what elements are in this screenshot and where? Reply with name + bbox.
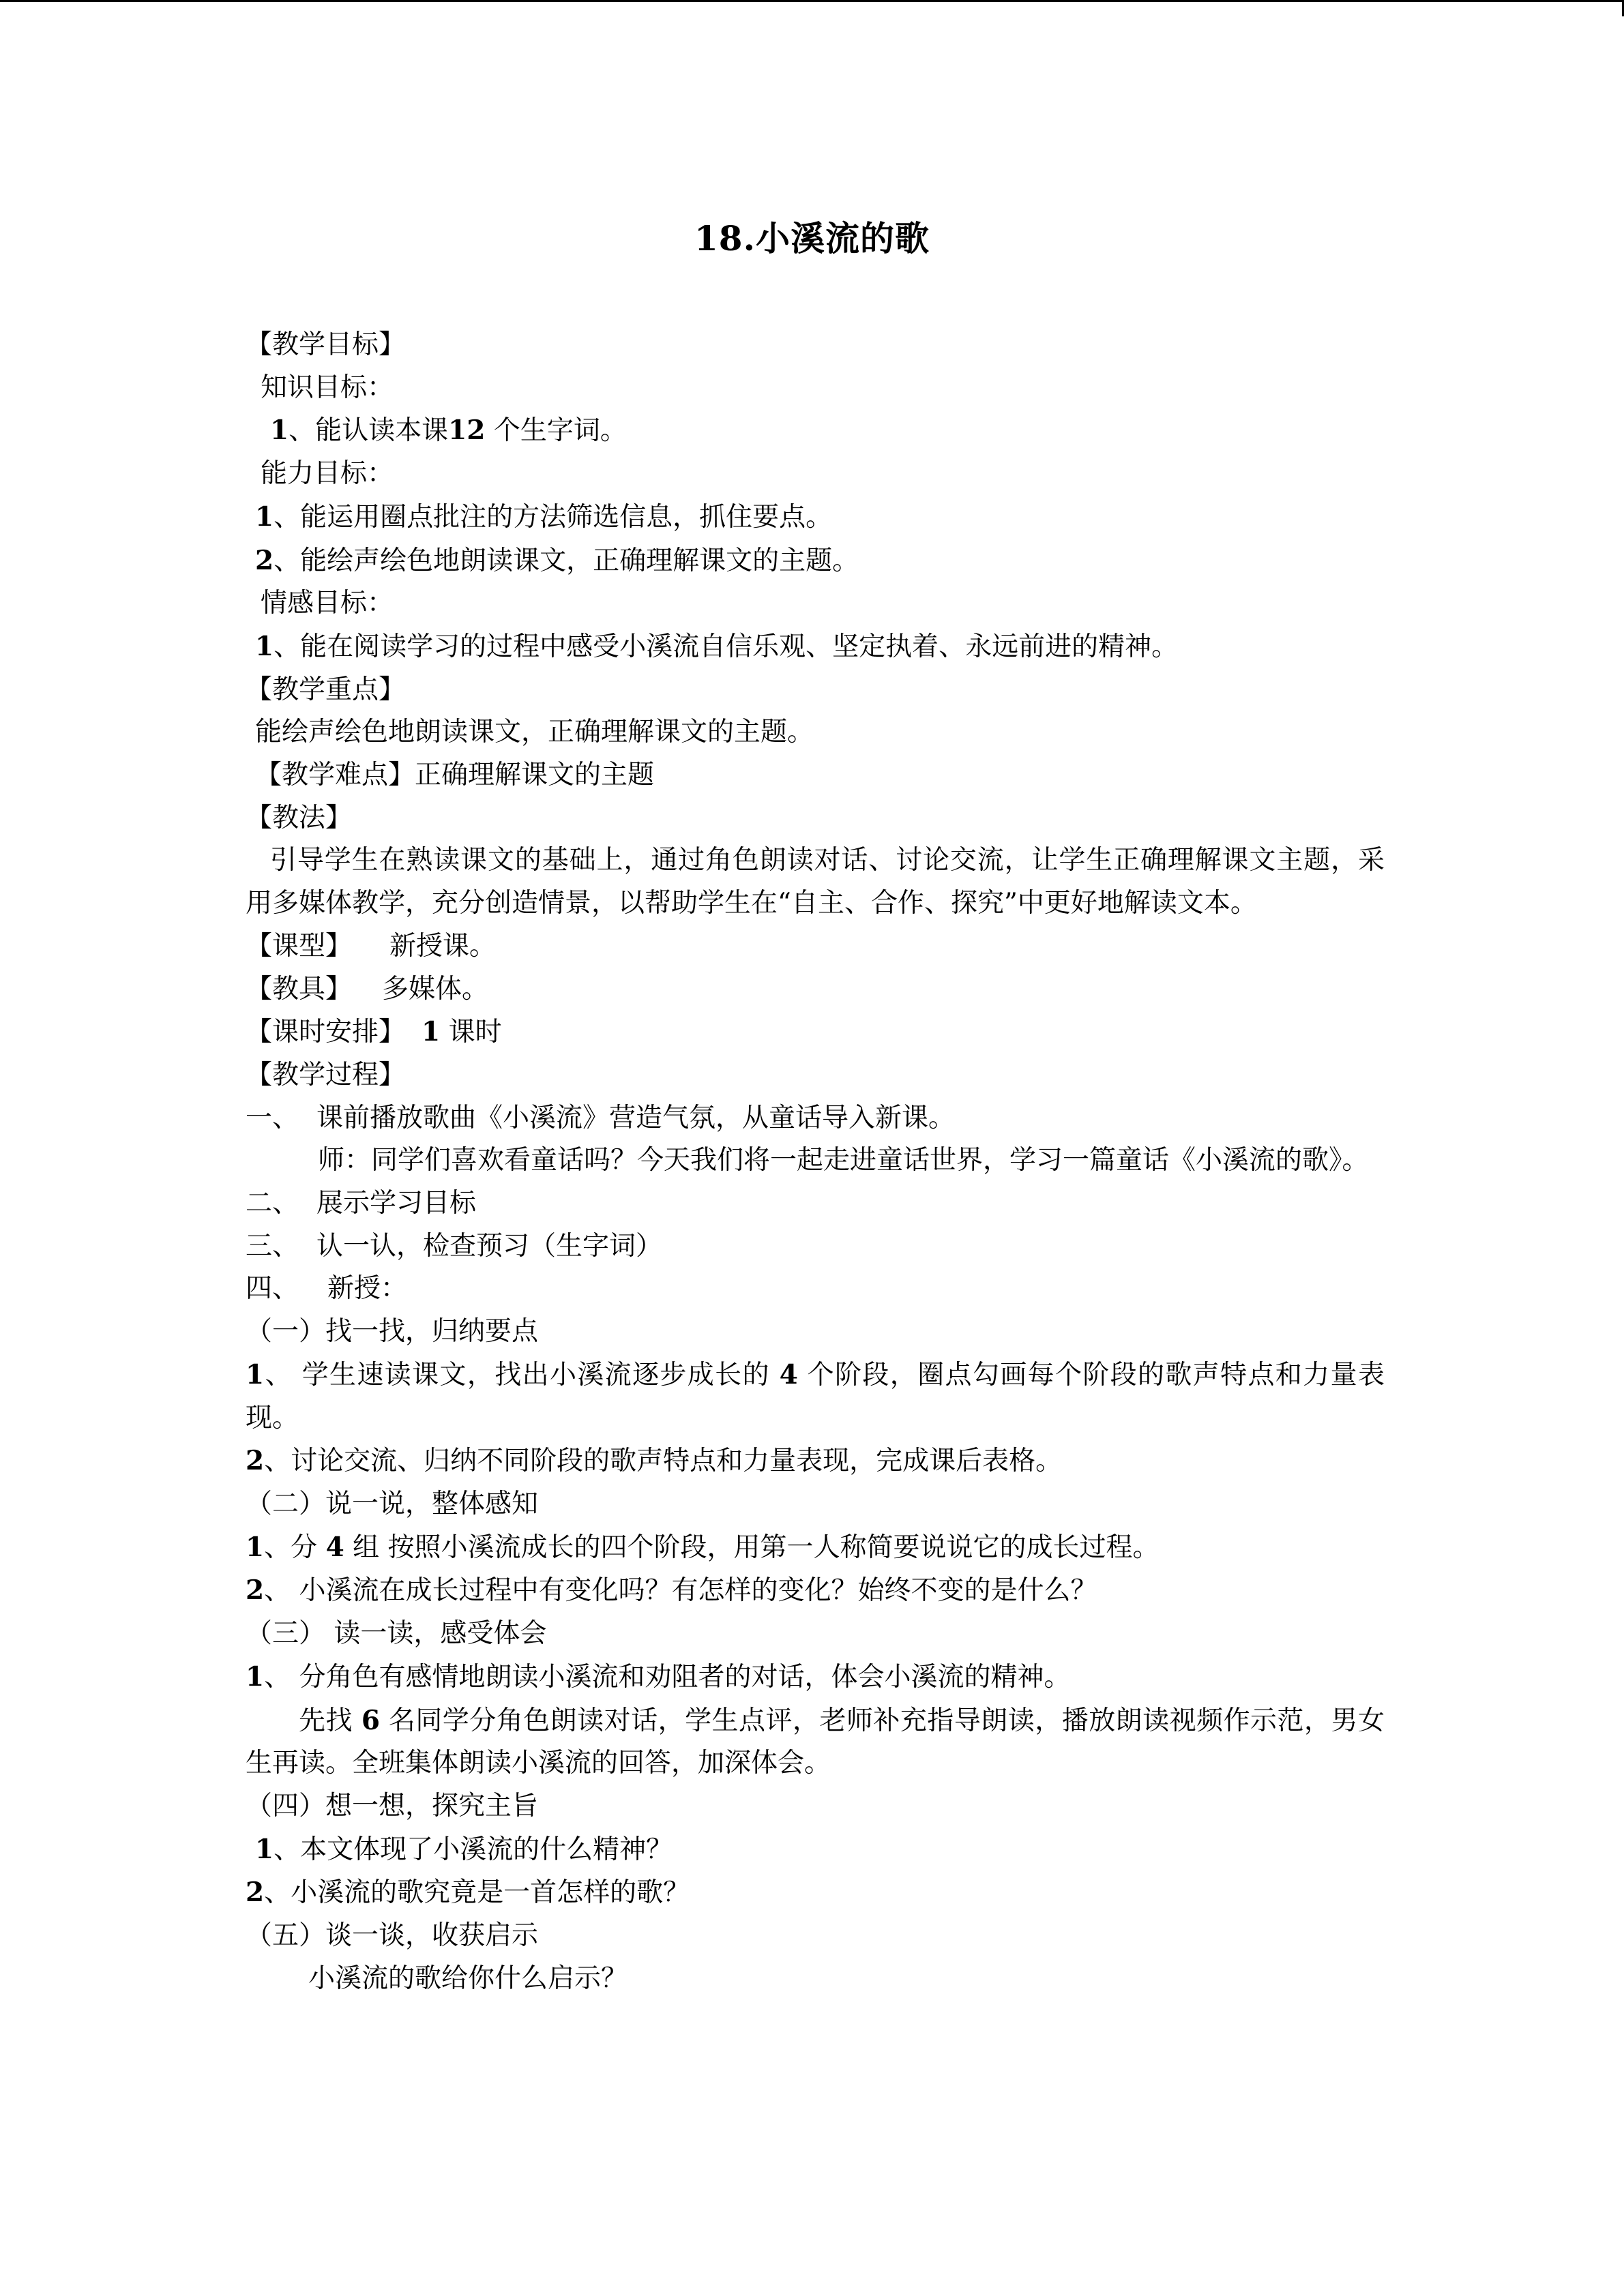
item-text: 、分: [264, 1532, 318, 1563]
part-2-heading: （二）说一说，整体感知: [246, 1488, 539, 1519]
item-number: 1: [255, 1833, 274, 1865]
ability-item-1: [246, 496, 1385, 539]
type-heading: 【课型】: [246, 930, 353, 961]
method-text: 引导学生在熟读课文的基础上，通过角色朗读对话、讨论交流，让学生正确理解课文主题，采用多媒体教学，充分创造情景，以帮助学生在“自主、合作、探究”中更好地解读文本。: [246, 845, 1385, 919]
tools-heading: 【教具】: [246, 973, 353, 1004]
ability-item-2: [246, 539, 1385, 583]
item-text: 、讨论交流、归纳不同阶段的歌声特点和力量表现，完成课后表格。: [264, 1446, 1063, 1477]
part-4-item-1: [246, 1828, 1385, 1872]
item-number: 1: [246, 1531, 265, 1563]
item-number: 1: [270, 415, 289, 447]
step-text: 展示学习目标: [316, 1188, 477, 1219]
type-line: [246, 925, 1385, 968]
item-count: 4: [779, 1358, 798, 1390]
type-text: 新授课。: [389, 930, 497, 961]
document-body: [246, 324, 1385, 2000]
part-5-text: 小溪流的歌给你什么启示？: [308, 1963, 628, 1994]
knowledge-label: 知识目标：: [261, 372, 394, 403]
item-count: 12: [448, 415, 486, 447]
schedule-heading: 【课时安排】: [246, 1017, 406, 1048]
item-text: 、能在阅读学习的过程中感受小溪流自信乐观、坚定执着、永远前进的精神。: [274, 631, 1179, 662]
item-number: 1: [255, 630, 274, 662]
emotion-label: 情感目标：: [261, 588, 394, 619]
item-count: 4: [325, 1531, 344, 1563]
schedule-number: 1: [422, 1016, 441, 1048]
emotion-item-1: [246, 625, 1385, 669]
step-label: 二、: [246, 1188, 299, 1219]
part-3-detail: [246, 1699, 1385, 1785]
step-1: [246, 1097, 1385, 1140]
page-top-border: [0, 0, 1624, 2]
key-heading: 【教学重点】: [246, 674, 406, 705]
item-text: 、 分角色有感情地朗读小溪流和劝阻者的对话，体会小溪流的精神。: [264, 1661, 1071, 1693]
step-text: 认一认，检查预习（生字词）: [316, 1230, 663, 1262]
objectives-heading: 【教学目标】: [246, 329, 406, 360]
detail-text: 先找: [299, 1705, 353, 1736]
page-title: 18.小溪流的歌: [694, 218, 930, 258]
item-number: 2: [246, 1445, 265, 1477]
part-1-item-1: [246, 1354, 1385, 1440]
part-5-heading: （五）谈一谈，收获启示: [246, 1920, 539, 1952]
schedule-text: 课时: [448, 1017, 502, 1048]
schedule-line: [246, 1011, 1385, 1054]
item-text: 、 小溪流在成长过程中有变化吗？有怎样的变化？始终不变的是什么？: [264, 1575, 1097, 1607]
step-text: 新授：: [327, 1273, 408, 1304]
part-3-item-1: [246, 1656, 1385, 1699]
step-label: 四、: [246, 1273, 299, 1304]
difficulty-text: 正确理解课文的主题: [415, 760, 655, 791]
part-1-heading: （一）找一找，归纳要点: [246, 1316, 539, 1347]
item-number: 1: [255, 501, 274, 533]
step-label: 一、: [246, 1102, 299, 1133]
part-3-heading: （三） 读一读，感受体会: [246, 1618, 547, 1650]
tools-text: 多媒体。: [382, 973, 489, 1004]
step-2: [246, 1182, 1385, 1225]
item-number: 2: [246, 1575, 265, 1607]
part-2-item-1: [246, 1526, 1385, 1570]
item-text: 、本文体现了小溪流的什么精神？: [274, 1834, 673, 1865]
item-text: 、 学生速读课文，找出小溪流逐步成长的: [264, 1359, 770, 1390]
part-2-item-2: [246, 1569, 1385, 1613]
detail-text: 名同学分角色朗读对话，学生点评，老师补充指导朗读，播放朗读视频作示范，男女生再读。全班集体朗读小溪流的回答，加深体会。: [246, 1705, 1385, 1779]
item-text: 、小溪流的歌究竟是一首怎样的歌？: [264, 1877, 690, 1909]
step-text: 课前播放歌曲《小溪流》营造气氛，从童话导入新课。: [316, 1102, 956, 1133]
item-text: 、能绘声绘色地朗读课文，正确理解课文的主题。: [274, 545, 859, 576]
item-number: 1: [246, 1358, 265, 1390]
step-4: [246, 1268, 1385, 1311]
part-1-item-2: [246, 1440, 1385, 1483]
step-3: [246, 1225, 1385, 1268]
item-text: 个生字词。: [493, 415, 627, 447]
method-heading: 【教法】: [246, 802, 353, 833]
process-heading: 【教学过程】: [246, 1059, 406, 1090]
ability-label: 能力目标：: [261, 458, 394, 490]
difficulty-line: [246, 754, 1385, 797]
item-text: 、能认读本课: [289, 415, 449, 447]
item-number: 2: [255, 544, 274, 576]
difficulty-heading: 【教学难点】: [255, 760, 415, 791]
item-number: 2: [246, 1877, 265, 1909]
tools-line: [246, 968, 1385, 1011]
item-text: 、能运用圈点批注的方法筛选信息，抓住要点。: [274, 501, 833, 533]
item-text: 组 按照小溪流成长的四个阶段，用第一人称简要说说它的成长过程。: [353, 1532, 1160, 1563]
item-text: 个阶段，圈点勾画每个阶段的歌声特点和力量表现。: [246, 1359, 1385, 1433]
detail-count: 6: [361, 1704, 380, 1736]
key-text: 能绘声绘色地朗读课文，正确理解课文的主题。: [255, 717, 814, 748]
item-number: 1: [246, 1660, 265, 1693]
step-label: 三、: [246, 1230, 299, 1262]
part-4-item-2: [246, 1871, 1385, 1915]
step-1-detail: 师：同学们喜欢看童话吗？今天我们将一起走进童话世界，学习一篇童话《小溪流的歌》。: [318, 1145, 1369, 1176]
knowledge-item-1: [246, 409, 1385, 453]
part-4-heading: （四）想一想，探究主旨: [246, 1790, 539, 1821]
